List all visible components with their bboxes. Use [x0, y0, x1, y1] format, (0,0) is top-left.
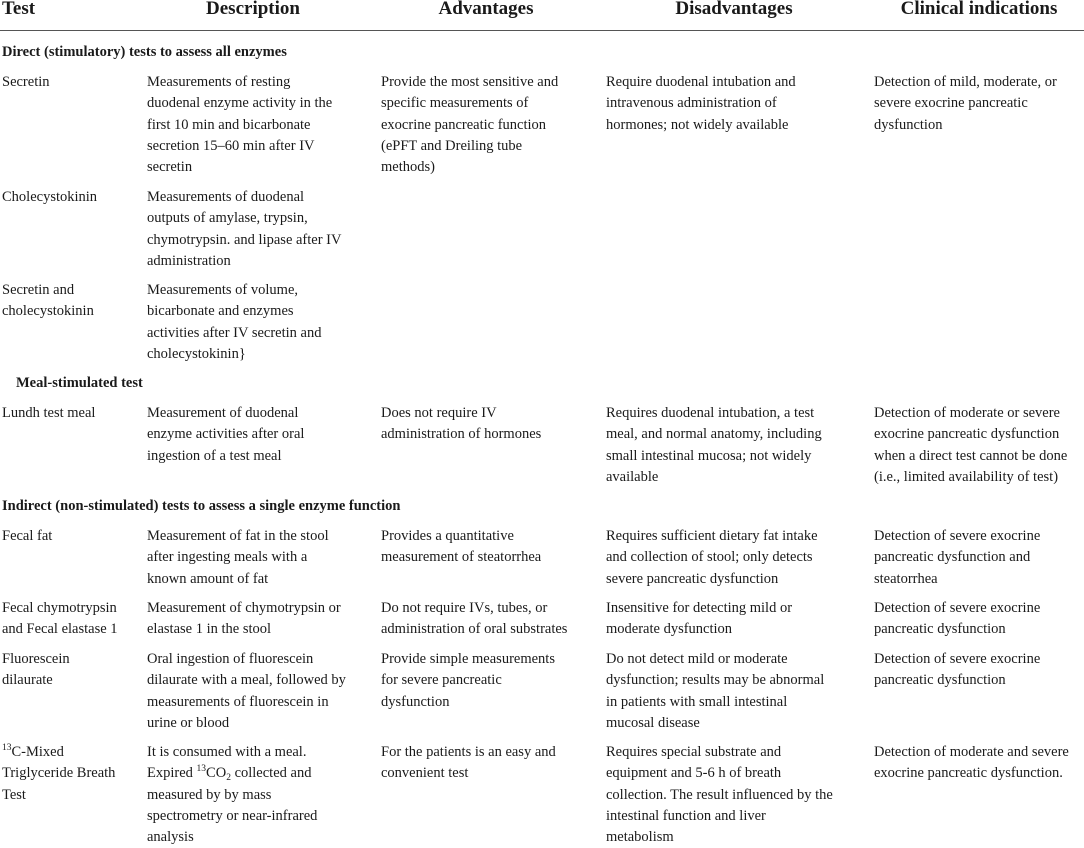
- cell-advantages: Provides a quantitative measurement of steatorrhea: [381, 528, 542, 566]
- header-test: Test: [2, 0, 36, 19]
- cell-description: Measurements of resting duodenal enzyme activity in the first 10 min and bicarbonate secretion 15–60 min after IV secretin: [147, 74, 333, 176]
- cell-description: [147, 742, 317, 848]
- cell-disadvantages: Requires sufficient dietary fat intake and collection of stool; only detects severe pancreatic dysfunction: [606, 528, 818, 587]
- cell-description: Measurements of duodenal outputs of amylase, trypsin, chymotrypsin. and lipase after IV administration: [147, 189, 342, 269]
- isotope-superscript: 13: [196, 764, 207, 775]
- cell-advantages: Does not require IV administration of hormones: [381, 405, 542, 443]
- header-clinical-indications: Clinical indications: [900, 0, 1058, 19]
- cell-description: Measurement of duodenal enzyme activities after oral ingestion of a test meal: [147, 405, 305, 464]
- cell-advantages: Do not require IVs, tubes, or administration of oral substrates: [381, 600, 568, 638]
- section-heading-meal: Meal-stimulated test: [16, 375, 143, 391]
- cell-description-collected: collected and: [230, 765, 312, 782]
- cell-clinical-indications: Detection of mild, moderate, or severe exocrine pancreatic dysfunction: [874, 74, 1057, 133]
- cell-test: [2, 742, 115, 806]
- cell-disadvantages: Requires duodenal intubation, a test meal, and normal anatomy, including small intestinal mucosa; not widely available: [606, 405, 822, 485]
- cell-disadvantages: Requires special substrate and equipment and 5-6 h of breath collection. The result influenced by the intestinal function and liver metabolism: [606, 744, 833, 846]
- cell-test: Fecal fat: [2, 528, 53, 544]
- cell-test: Cholecystokinin: [2, 189, 98, 205]
- cell-description: Measurements of volume, bicarbonate and enzymes activities after IV secretin and cholecystokinin}: [147, 282, 322, 362]
- cell-disadvantages: Require duodenal intubation and intravenous administration of hormones; not widely available: [606, 74, 796, 133]
- cell-description: Measurement of chymotrypsin or elastase 1 in the stool: [147, 600, 341, 638]
- cell-test-text: C-Mixed Triglyceride Breath Test: [2, 744, 116, 803]
- cell-clinical-indications: Detection of moderate or severe exocrine pancreatic dysfunction when a direct test cannot be done (i.e., limited availability of test): [874, 405, 1068, 485]
- cell-clinical-indications: Detection of severe exocrine pancreatic dysfunction and steatorrhea: [874, 528, 1041, 587]
- formula-subscript: 2: [226, 773, 231, 784]
- header-advantages: Advantages: [438, 0, 534, 19]
- cell-clinical-indications: Detection of severe exocrine pancreatic dysfunction: [874, 651, 1041, 689]
- section-heading-indirect: Indirect (non-stimulated) tests to assess a single enzyme function: [2, 498, 401, 514]
- cell-clinical-indications: Detection of severe exocrine pancreatic dysfunction: [874, 600, 1041, 638]
- cell-description-expired: Expired: [147, 765, 197, 782]
- cell-advantages: Provide simple measurements for severe pancreatic dysfunction: [381, 651, 555, 710]
- cell-description: Oral ingestion of fluorescein dilaurate with a meal, followed by measurements of fluorescein in urine or blood: [147, 651, 346, 731]
- header-disadvantages: Disadvantages: [675, 0, 793, 19]
- cell-test: Lundh test meal: [2, 405, 96, 421]
- isotope-superscript: 13: [2, 743, 12, 753]
- header-description: Description: [206, 0, 300, 19]
- cell-advantages: Provide the most sensitive and specific measurements of exocrine pancreatic function (ePFT and Dreiling tube methods): [381, 74, 559, 176]
- cell-test: Fluorescein dilaurate: [2, 651, 70, 689]
- cell-test: Secretin: [2, 74, 50, 90]
- cell-clinical-indications: Detection of moderate and severe exocrine pancreatic dysfunction.: [874, 744, 1069, 782]
- cell-description-line1: It is consumed with a meal.: [147, 744, 307, 760]
- cell-disadvantages: Do not detect mild or moderate dysfunction; results may be abnormal in patients with small intestinal mucosal disease: [606, 651, 825, 731]
- cell-description: Measurement of fat in the stool after ingesting meals with a known amount of fat: [147, 528, 329, 587]
- cell-advantages: For the patients is an easy and convenient test: [381, 744, 556, 782]
- cell-disadvantages: Insensitive for detecting mild or moderate dysfunction: [606, 600, 793, 638]
- chemical-formula-co: CO: [206, 765, 227, 782]
- table-header-row: [0, 0, 1084, 31]
- cell-description-rest: measured by by mass spectrometry or near-infrared analysis: [147, 786, 318, 846]
- cell-test: Fecal chymotrypsin and Fecal elastase 1: [2, 600, 118, 638]
- section-heading-direct: Direct (stimulatory) tests to assess all enzymes: [2, 44, 287, 60]
- cell-test: Secretin and cholecystokinin: [2, 282, 94, 320]
